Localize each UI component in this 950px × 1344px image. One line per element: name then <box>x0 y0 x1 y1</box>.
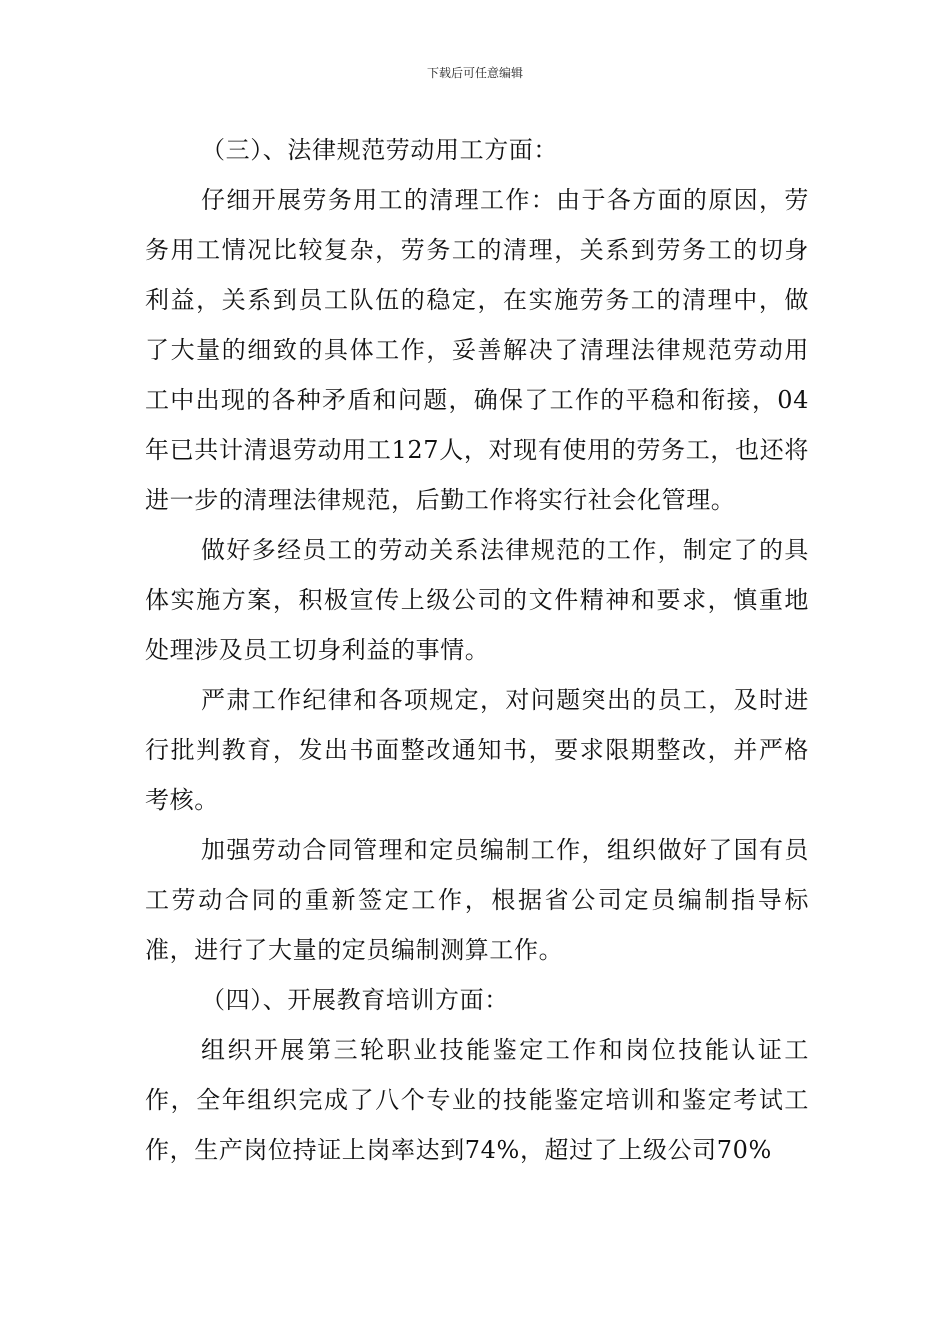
page-header-note: 下载后可任意编辑 <box>426 66 523 80</box>
paragraph-labor-relations: 做好多经员工的劳动关系法律规范的工作，制定了的具体实施方案，积极宣传上级公司的文件精神和要求，慎重地处理涉及员工切身利益的事情。 <box>145 536 809 664</box>
document-body <box>145 125 809 1175</box>
section-heading-four: （四）、开展教育培训方面： <box>201 986 509 1014</box>
paragraph-discipline: 严肃工作纪律和各项规定，对问题突出的员工，及时进行批判教育，发出书面整改通知书，要求限期整改，并严格考核。 <box>145 686 809 814</box>
paragraph-labor-cleanup: 仔细开展劳务用工的清理工作：由于各方面的原因，劳务用工情况比较复杂，劳务工的清理，关系到劳务工的切身利益，关系到员工队伍的稳定，在实施劳务工的清理中，做了大量的细致的具体工作，妥善解决了清理法律规范劳动用工中出现的各种矛盾和问题，确保了工作的平稳和衔接，04年已共计清退劳动用工127人，对现有使用的劳务工，也还将进一步的清理法律规范，后勤工作将实行社会化管理。 <box>145 186 809 514</box>
paragraph-contract-management: 加强劳动合同管理和定员编制工作，组织做好了国有员工劳动合同的重新签定工作，根据省公司定员编制指导标准，进行了大量的定员编制测算工作。 <box>145 836 809 964</box>
paragraph-skill-appraisal: 组织开展第三轮职业技能鉴定工作和岗位技能认证工作，全年组织完成了八个专业的技能鉴定培训和鉴定考试工作，生产岗位持证上岗率达到74%，超过了上级公司70% <box>145 1036 809 1164</box>
section-heading-three: （三）、法律规范劳动用工方面： <box>201 136 558 164</box>
